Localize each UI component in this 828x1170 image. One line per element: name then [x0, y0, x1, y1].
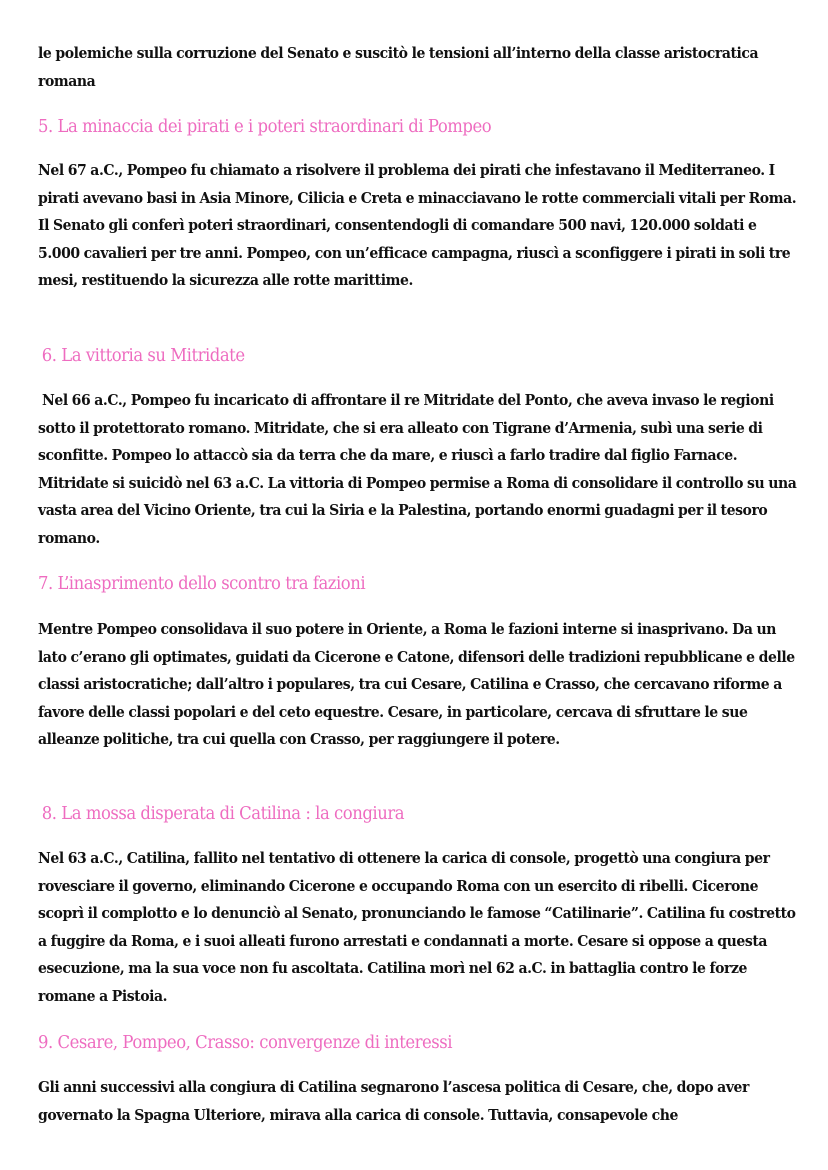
paragraph-section-9: Gli anni successivi alla congiura di Catilina segnarono l’ascesa politica di Cesare, che, dopo aver governato la Spagna Ulteriore, mirava alla carica di console. Tuttavia, consapevole che [38, 1079, 749, 1124]
paragraph-section-5: Nel 67 a.C., Pompeo fu chiamato a risolvere il problema dei pirati che infestavano il Mediterraneo. I pirati avevano basi in Asia Minore, Cilicia e Creta e minacciavano le rotte commerciali vitali per Roma. Il Senato gli conferì poteri straordinari, consentendogli di comandare 500 navi, 120.000 soldati e 5.000 cavalieri per tre anni. Pompeo, con un’efficace campagna, riuscì a sconfiggere i pirati in soli tre mesi, restituendo la sicurezza alle rotte marittime. [38, 162, 797, 289]
paragraph-section-8: Nel 63 a.C., Catilina, fallito nel tentativo di ottenere la carica di console, progettò una congiura per rovesciare il governo, eliminando Cicerone e occupando Roma con un esercito di ribelli. Cicerone scoprì il complotto e lo denunciò al Senato, pronunciando le famose “Catilinarie”. Catilina fu costretto a fuggire da Roma, e i suoi alleati furono arrestati e condannati a morte. Cesare si oppose a questa esecuzione, ma la sua voce non fu ascoltata. Catilina morì nel 62 a.C. in battaglia contro le forze romane a Pistoia. [38, 850, 796, 1005]
section-heading-6: 6. La vittoria su Mitridate [41, 346, 245, 366]
section-heading-9: 9. Cesare, Pompeo, Crasso: convergenze di interessi [38, 1033, 452, 1053]
paragraph-intro-continuation: le polemiche sulla corruzione del Senato e suscitò le tensioni all’interno della classe aristocratica romana [38, 45, 759, 90]
paragraph-section-6: Nel 66 a.C., Pompeo fu incaricato di affrontare il re Mitridate del Ponto, che aveva invaso le regioni sotto il protettorato romano. Mitridate, che si era alleato con Tigrane d’Armenia, subì una serie di sconfitte. Pompeo lo attaccò sia da terra che da mare, e riuscì a farlo tradire dal figlio Farnace. Mitridate si suicidò nel 63 a.C. La vittoria di Pompeo permise a Roma di consolidare il controllo su una vasta area del Vicino Oriente, tra cui la Siria e la Palestina, portando enormi guadagni per il tesoro romano. [38, 392, 801, 547]
paragraph-section-7: Mentre Pompeo consolidava il suo potere in Oriente, a Roma le fazioni interne si inasprivano. Da un lato c’erano gli optimates, guidati da Cicerone e Catone, difensori delle tradizioni repubblicane e delle classi aristocratiche; dall’altro i populares, tra cui Cesare, Catilina e Crasso, che cercavano riforme a favore delle classi popolari e del ceto equestre. Cesare, in particolare, cercava di sfruttare le sue alleanze politiche, tra cui quella con Crasso, per raggiungere il potere. [38, 621, 795, 748]
section-heading-8: 8. La mossa disperata di Catilina : la congiura [41, 804, 405, 824]
section-heading-5: 5. La minaccia dei pirati e i poteri straordinari di Pompeo [38, 117, 492, 137]
section-heading-7: 7. L’inasprimento dello scontro tra fazioni [38, 574, 366, 594]
